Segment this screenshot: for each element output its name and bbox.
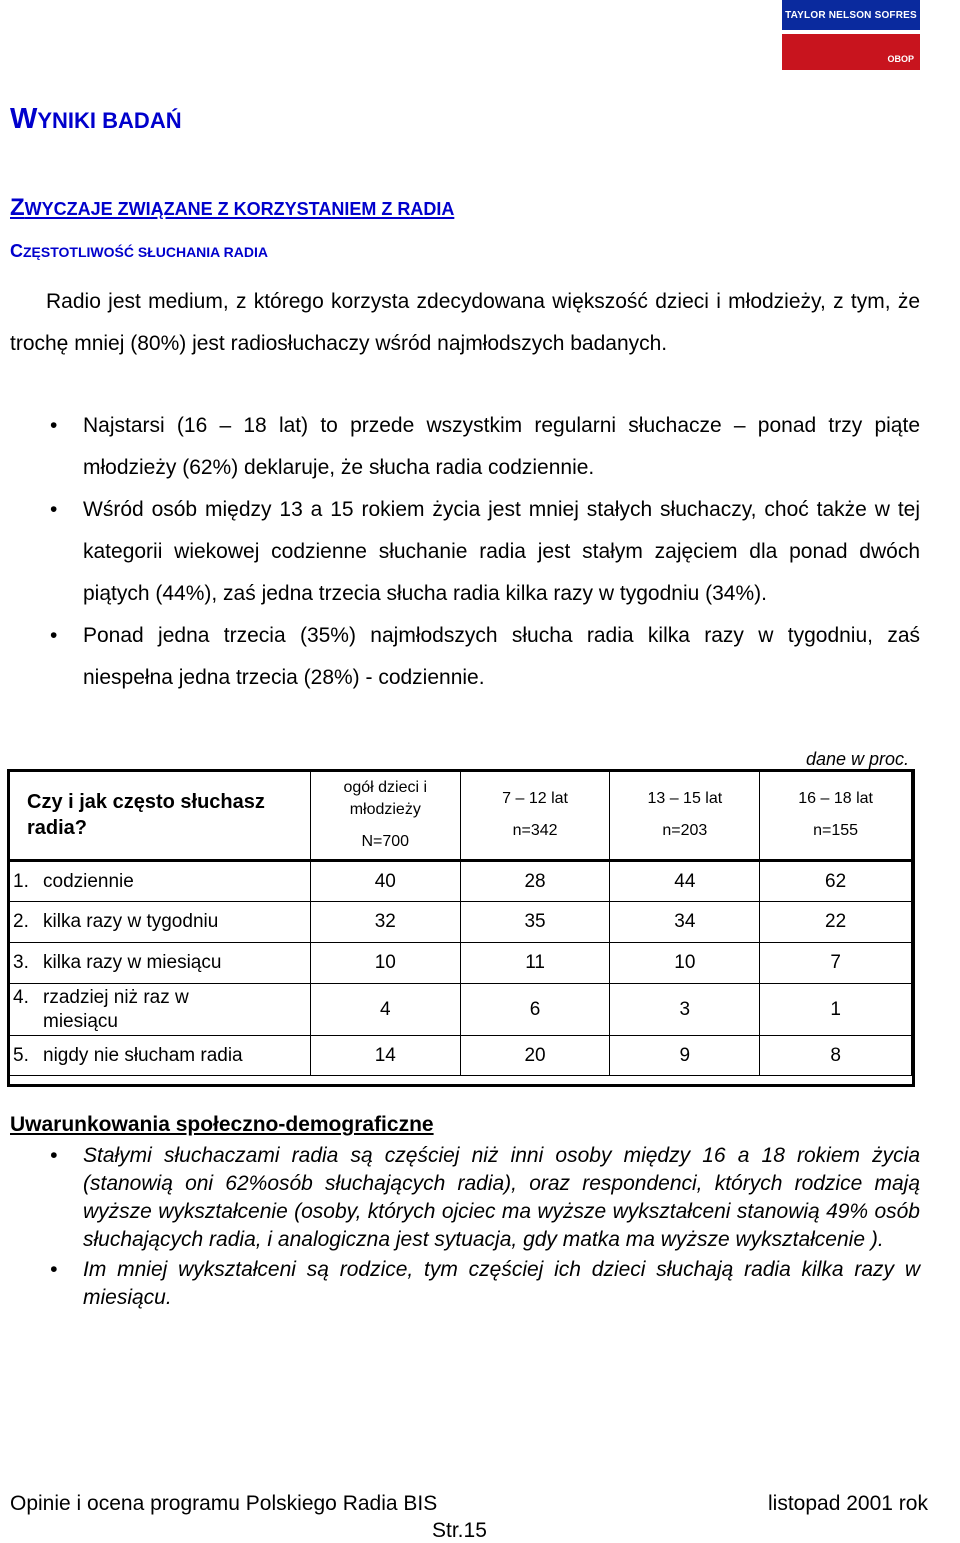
column-header: ogół dzieci i młodzieży N=700 [310, 771, 460, 861]
finding-item: • Wśród osób między 13 a 15 rokiem życia jest mniej stałych słuchaczy, choć także w tej kategorii wiekowej codzienne słuchanie radia jest stałym zajęciem dla ponad dwóch piątych (44%), zaś jedna trzecia słucha radia kilka razy w tygodniu (34%). [10, 489, 920, 615]
table-question: Czy i jak często słuchasz radia? [9, 771, 311, 861]
demographics-item: • Im mniej wykształceni są rodzice, tym częściej ich dzieci słuchają radia kilka razy w miesiącu. [10, 1256, 920, 1312]
footer-date: listopad 2001 rok [768, 1492, 928, 1515]
table-row: 1. codziennie 40 28 44 62 [9, 861, 912, 902]
logo-line-2: OBOP [782, 34, 920, 70]
table-row: 2. kilka razy w tygodniu 32 35 34 22 [9, 902, 912, 943]
subsection-title: CZĘSTOTLIWOŚĆ SŁUCHANIA RADIA [10, 241, 268, 261]
intro-paragraph: Radio jest medium, z którego korzysta zdecydowana większość dzieci i młodzieży, z tym, że trochę mniej (80%) jest radiosłuchaczy wśród najmłodszych badanych. [10, 290, 920, 355]
table-row: 5. nigdy nie słucham radia 14 20 9 8 [9, 1036, 912, 1076]
section-title: ZWYCZAJE ZWIĄZANE Z KORZYSTANIEM Z RADIA [10, 194, 455, 221]
footer-title: Opinie i ocena programu Polskiego Radia BIS [10, 1492, 438, 1515]
table-row: 4. rzadziej niż raz w miesiącu 4 6 3 1 [9, 984, 912, 1036]
table-row: 3. kilka razy w miesiącu 10 11 10 7 [9, 943, 912, 984]
column-header: 7 – 12 lat n=342 [460, 771, 610, 861]
section-2-title: Uwarunkowania społeczno-demograficzne [10, 1113, 434, 1136]
demographics-item: • Stałymi słuchaczami radia są częściej niż inni osoby między 16 a 18 rokiem życia (stanowią oni 62%osób słuchających radia), oraz respondenci, których rodzice mają wyższe wykształcenie (osoby, których ojciec ma wyższe wykształceni stanowią 49% osób słuchających radia, i analogiczna jest sytuacja, gdy matka ma wyższe wykształcenie ). [10, 1142, 920, 1254]
page-number: Str.15 [432, 1519, 487, 1542]
column-header: 16 – 18 lat n=155 [760, 771, 912, 861]
page-title: WYNIKI BADAŃ [10, 103, 182, 135]
listening-frequency-table [8, 770, 912, 1076]
findings-list [10, 405, 920, 699]
logo-line-1: TAYLOR NELSON SOFRES [782, 0, 920, 30]
tns-obop-logo [782, 0, 920, 70]
demographics-list [10, 1142, 920, 1312]
table-header-row [9, 771, 912, 861]
finding-item: • Najstarsi (16 – 18 lat) to przede wszystkim regularni słuchacze – ponad trzy piąte młodzieży (62%) deklaruje, że słucha radia codziennie. [10, 405, 920, 489]
finding-item: • Ponad jedna trzecia (35%) najmłodszych słucha radia kilka razy w tygodniu, zaś niespełna jedna trzecia (28%) - codziennie. [10, 615, 920, 699]
data-unit-note: dane w proc. [806, 749, 910, 769]
column-header: 13 – 15 lat n=203 [610, 771, 760, 861]
